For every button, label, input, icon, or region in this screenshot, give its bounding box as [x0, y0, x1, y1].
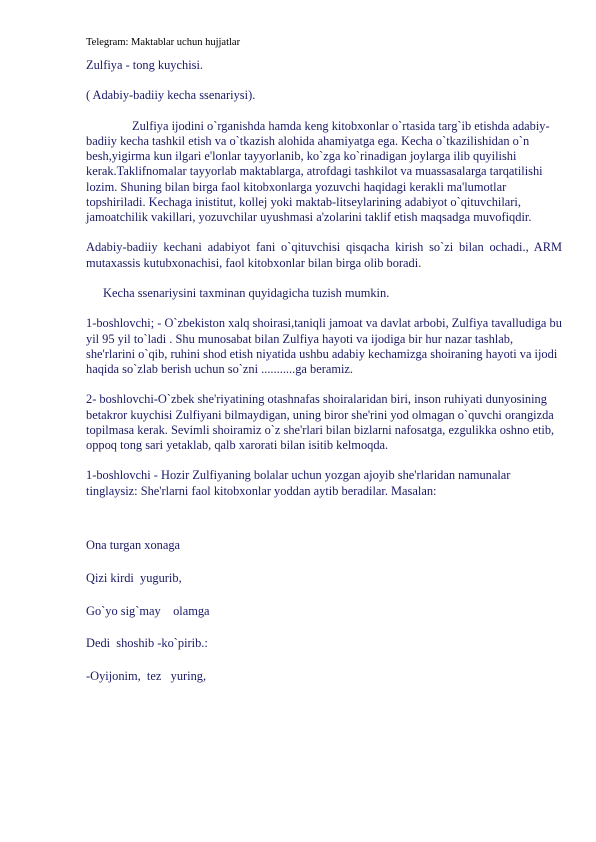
- scenario-note: Kecha ssenariysini taxminan quyidagicha tuzish mumkin.: [103, 285, 390, 300]
- intro-paragraph: Zulfiya ijodini o`rganishda hamda keng kitobxonlar o`rtasida targ`ib etishda adabiy-badiiy kecha tashkil etish va o`tkazish alohida ahamiyatga ega. Kecha o`tkazilishidan o`n besh,yigirma kun ilgari e'lonlar tayyorlanib, ko`zga ko`rinadigan joylarga ilib quyilishi kerak.Taklifnomalar tayyorlab maktablarga, atrofdagi tashkilot va muassasalarga tarqatilishi lozim. Shuning bilan birga faol kitobxonlarga yozuvchi haqidagi kerakli ma'lumotlar topshiriladi. Kechaga inistitut, kollej yoki maktab-litseylarining adabiyot o`qituvchilari, jamoatchilik vakillari, yozuvchilar uyushmasi a'zolarini taklif etish maqsadga muvofiqdir.: [86, 118, 550, 224]
- presenter-one-poems-intro: 1-boshlovchi - Hozir Zulfiyaning bolalar uchun yozgan ajoyib she'rlaridan namunalar tinglaysiz: She'rlarni faol kitobxonlar yoddan aytib beradilar. Masalan:: [86, 468, 511, 498]
- document-body: [86, 58, 562, 702]
- presenter-two-paragraph: 2- boshlovchi-O`zbek she'riyatining otashnafas shoiralaridan biri, inson ruhiyati dunyosining betakror kuychisi Zulfiyani bilmaydigan, uning biror she'rini yod olmagan o`quvchi orangizda topilmasa kerak. Sevimli shoiramiz o`z she'rlari bilan bizlarni nafosatga, ezgulikka oshno etib, oppoq tong sari yetaklab, qalb xarorati bilan isitib kelmoqda.: [86, 392, 555, 452]
- poem-line: Ona turgan xonaga: [86, 537, 181, 552]
- document-title: Zulfiya - tong kuychisi.: [86, 58, 204, 72]
- section-spacer: [86, 514, 562, 538]
- page-header: Telegram: Maktablar uchun hujjatlar: [86, 37, 241, 48]
- poem-line: Dedi shoshib -ko`pirib.:: [86, 636, 208, 651]
- poem-line: -Oyijonim, tez yuring,: [86, 669, 207, 684]
- opening-paragraph: Adabiy-badiiy kechani adabiyot fani o`qituvchisi qisqacha kirish so`zi bilan ochadi., ARM mutaxassis kutubxonachisi, faol kitobxonlar bilan birga olib boradi.: [86, 240, 562, 270]
- poem-line: Qizi kirdi yugurib,: [86, 570, 182, 585]
- poem: [86, 538, 562, 684]
- document-subtitle: ( Adabiy-badiiy kecha ssenariysi).: [86, 88, 256, 103]
- presenter-one-paragraph: 1-boshlovchi; - O`zbekiston xalq shoirasi,taniqli jamoat va davlat arbobi, Zulfiya tavalludiga bu yil 95 yil to`ladi . Shu munosabat bilan Zulfiya hayoti va ijodiga bir hur nazar tashlab, she'rlarini o`qib, ruhini shod etish niyatida ushbu adabiy kechamizga shoiraning hayoti va ijodi haqida so`zlab berish uchun so`zni ...........ga beramiz.: [86, 316, 562, 376]
- poem-line: Go`yo sig`may olamga: [86, 603, 210, 618]
